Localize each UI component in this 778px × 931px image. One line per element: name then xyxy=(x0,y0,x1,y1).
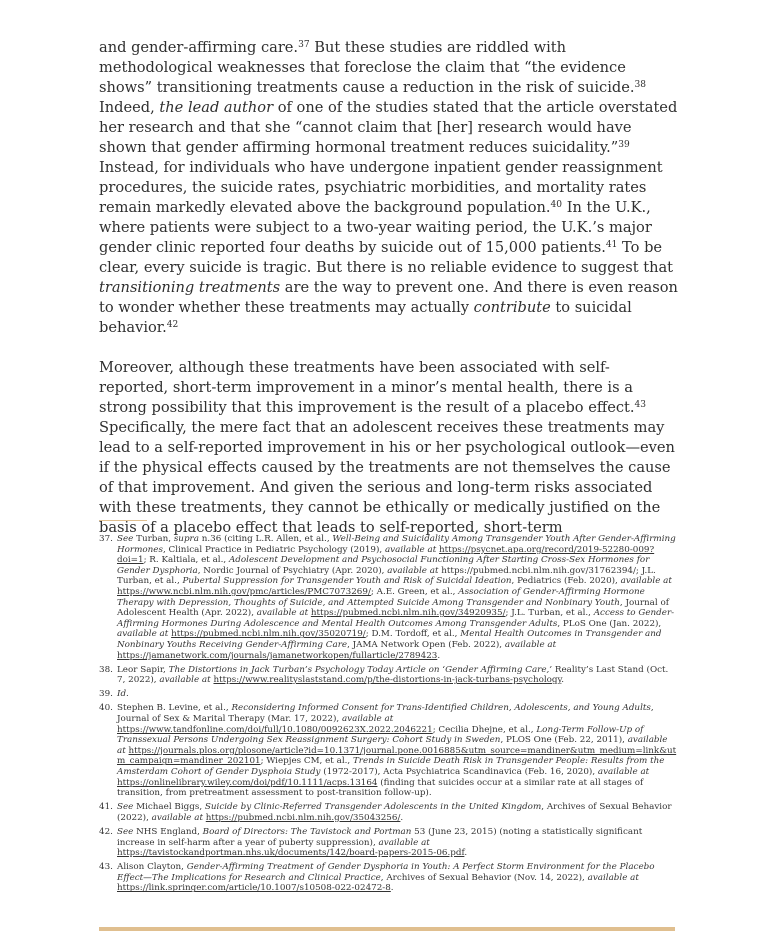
footnote-link[interactable]: https://www.tandfonline.com/doi/full/10.1080/0092623X.2022.2046221 xyxy=(117,724,433,735)
footnote-number: 38. xyxy=(99,664,113,675)
footnote-link[interactable]: https://pubmed.ncbi.nlm.nih.gov/35043256/ xyxy=(205,812,401,823)
footnote-number: 39. xyxy=(99,689,113,700)
footnote-link[interactable]: https://tavistockandportman.nhs.uk/documents/142/board-papers-2015-06.pdf xyxy=(117,848,465,859)
footnote-number: 41. xyxy=(99,802,113,813)
footnote-40: 40. Stephen B. Levine, et al., Reconsidering Informed Consent for Trans-Identified Children, Adolescents, and Young Adults, Journal of Sex & Marital Therapy (Mar. 17, 2022), available at https://www.tandfonline.com/doi/full/10.1080/0092623X.2022.2046221; Cecilia Dhejne, et al., Long-Term Follow-Up of Transsexual Persons Undergoing Sex Reassignment Surgery: Cohort Study in Sweden, PLOS One (Feb. 22, 2011), available at https://journals.plos.org/plosone/article?id=10.1371/journal.pone.0016885&utm_source=mandiner&utm_medium=link&utm_campaign=mandiner_202101; Wiepjes CM, et al., Trends in Suicide Death Risk in Transgender People: Results from the Amsterdam Cohort of Gender Dysphoia Study (1972-2017), Acta Psychiatrica Scandinavica (Feb. 16, 2020), available at https://onlinelibrary.wiley.com/doi/pdf/10.1111/acps.13164 (finding that suicides occur at a similar rate at all stages of transition, from pretreatment assessment to post-transition follow-up). xyxy=(99,703,677,799)
footnotes xyxy=(99,534,677,898)
footnote-39: 39. Id. xyxy=(99,689,129,700)
footnote-link[interactable]: https://link.springer.com/article/10.1007/s10508-022-02472-8 xyxy=(117,883,391,894)
footnote-link[interactable]: https://psycnet.apa.org/record/2019-52280-009?doi=1 xyxy=(117,544,655,566)
footnote-link[interactable]: https://www.ncbi.nlm.nih.gov/pmc/articles/PMC7073269/ xyxy=(117,586,371,597)
footnote-number: 37. xyxy=(99,534,113,544)
footnote-ref-40[interactable]: 40 xyxy=(550,200,563,211)
footnote-separator xyxy=(99,520,147,521)
footnote-link[interactable]: https://www.realityslaststand.com/p/the-distortions-in-jack-turbans-psychology xyxy=(213,675,562,686)
footnote-link[interactable]: https://pubmed.ncbi.nlm.nih.gov/34920935/ xyxy=(310,608,506,619)
footnote-37: 37. See Turban, supra n.36 (citing L.R. Allen, et al., Well-Being and Suicidality Among Transgender Youth After Gender-Affirming Hormones, Clinical Practice in Pediatric Psychology (2019), available at https://psycnet.apa.org/record/2019-52280-009?doi=1; R. Kaltiala, et al., Adolescent Development and Psychosocial Functioning After Starting Cross-Sex Hormones for Gender Dysphoria, Nordic Journal of Psychiatry (Apr. 2020), available at https://pubmed.ncbi.nlm.nih.gov/31762394/; J.L. Turban, et al., Pubertal Suppression for Transgender Youth and Risk of Suicidal Ideation, Pediatrics (Feb. 2020), available at https://www.ncbi.nlm.nih.gov/pmc/articles/PMC7073269/; A.E. Green, et al., Association of Gender-Affirming Hormone Therapy with Depression, Thoughts of Suicide, and Attempted Suicide Among Transgender and Nonbinary Youth, Journal of Adolescent Health (Apr. 2022), available at https://pubmed.ncbi.nlm.nih.gov/34920935/; J.L. Turban, et al., Access to Gender-Affirming Hormones During Adolescence and Mental Health Outcomes Among Transgender Adults, PLoS One (Jan. 2022), available at https://pubmed.ncbi.nlm.nih.gov/35020719/; D.M. Tordoff, et al., Mental Health Outcomes in Transgender and Nonbinary Youths Receiving Gender-Affirming Care, JAMA Network Open (Feb. 2022), available at https://jamanetwork.com/journals/jamanetworkopen/fullarticle/2789423. xyxy=(99,534,676,661)
paragraph-2: Moreover, although these treatments have been associated with self-reported, short-term improvement in a minor’s mental health, there is a strong possibility that this improvement is the result of a placebo effect.$^{43}$ Specifically, the mere fact that an adolescent receives these treatments may lead to a self-reported improvement in his or her psychological outlook—even if the physical effects caused by the treatments are not themselves the cause of that improvement. And given the serious and long-term risks associated with these treatments, they cannot be ethically or medically justified on the basis of a placebo effect that leads to self-reported, short-term xyxy=(99,359,675,536)
footnote-link[interactable]: https://jamanetwork.com/journals/jamanetworkopen/fullarticle/2789423 xyxy=(117,650,438,661)
bottom-rule xyxy=(99,927,675,931)
footnote-link[interactable]: https://onlinelibrary.wiley.com/doi/pdf/10.1111/acps.13164 xyxy=(117,777,378,788)
footnote-ref-43[interactable]: 43 xyxy=(634,400,647,411)
footnote-38: 38. Leor Sapir, The Distortions in Jack Turban’s Psychology Today Article on ‘Gender Affirming Care,’ Reality’s Last Stand (Oct. 7, 2022), available at https://www.realityslaststand.com/p/the-distortions-in-jack-turbans-psychology. xyxy=(99,664,669,686)
footnote-link[interactable]: https://pubmed.ncbi.nlm.nih.gov/35020719/ xyxy=(171,629,366,640)
footnote-41: 41. See Michael Biggs, Suicide by Clinic-Referred Transgender Adolescents in the United Kingdom, Archives of Sexual Behavior (2022), available at https://pubmed.ncbi.nlm.nih.gov/35043256/. xyxy=(99,802,672,823)
paragraph-1: and gender-affirming care.$^{37}$ But these studies are riddled with methodological weaknesses that foreclose the claim that “the evidence shows” transitioning treatments cause a reduction in the risk of suicide.$^{38}$ Indeed, the lead author of one of the studies stated that the article overstated her research and that she “cannot claim that [her] research would have shown that gender affirming hormonal treatment reduces suicidality.”$^{39}$ Instead, for individuals who have undergone inpatient gender reassignment procedures, the suicide rates, psychiatric morbidities, and mortality rates remain markedly elevated above the background population.$^{40}$ In the U.K., where patients were subject to a two-year waiting period, the U.K.’s major gender clinic reported four deaths by suicide out of 15,000 patients.$^{41}$ To be clear, every suicide is tragic. But there is no reliable evidence to suggest that transitioning treatments are the way to prevent one. And there is even reason to wonder whether these treatments may actually contribute to suicidal behavior.$^{42}$ xyxy=(99,39,678,336)
footnote-ref-38[interactable]: 38 xyxy=(634,80,647,91)
body-text xyxy=(99,38,679,538)
footnote-number: 42. xyxy=(99,826,113,837)
footnote-number: 40. xyxy=(99,703,113,714)
footnote-ref-37[interactable]: 37 xyxy=(298,40,310,51)
footnote-number: 43. xyxy=(99,862,113,873)
footnote-42: 42. See NHS England, Board of Directors: The Tavistock and Portman 53 (June 23, 2015) (noting a statistically significant increase in self-harm after a year of puberty suppression), available at https://tavistockandportman.nhs.uk/documents/142/board-papers-2015-06.pdf. xyxy=(99,826,643,859)
footnote-ref-42[interactable]: 42 xyxy=(166,320,179,331)
footnote-link[interactable]: https://journals.plos.org/plosone/article?id=10.1371/journal.pone.0016885&utm_source=mandiner&utm_medium=link&utm_campaign=mandiner_202101 xyxy=(117,745,677,767)
footnote-ref-39[interactable]: 39 xyxy=(618,140,630,151)
footnote-43: 43. Alison Clayton, Gender-Affirming Treatment of Gender Dysphoria in Youth: A Perfect Storm Environment for the Placebo Effect—The Implications for Research and Clinical Practice, Archives of Sexual Behavior (Nov. 14, 2022), available at https://link.springer.com/article/10.1007/s10508-022-02472-8. xyxy=(99,862,655,894)
footnote-ref-41[interactable]: 41 xyxy=(605,240,618,251)
